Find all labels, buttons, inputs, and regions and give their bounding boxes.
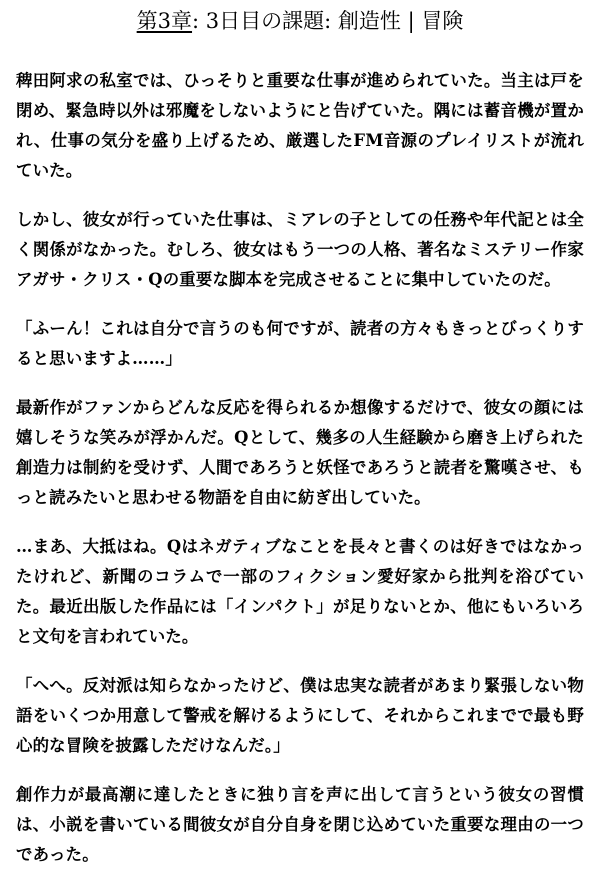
chapter-subtitle: 3日目の課題: 創造性 | 冒険 <box>205 9 464 33</box>
paragraph: 最新作がファンからどんな反応を得られるか想像するだけで、彼女の顔には嬉しそうな笑みが浮かんだ。Qとして、幾多の人生経験から磨き上げられた創造力は制約を受けず、人間であろうと妖怪であろうと読者を驚嘆させ、もっと読みたいと思わせる物語を自由に紡ぎ出していた。 <box>16 398 584 507</box>
chapter-heading <box>0 6 600 36</box>
heading-separator: : <box>192 9 206 33</box>
paragraph: …まあ、大抵はね。Qはネガティブなことを長々と書くのは好きではなかったけれど、新聞のコラムで一部のフィクション愛好家から批判を浴びていた。最近出版した作品には「インパクト」が足りないとか、他にもいろいろと文句を言われていた。 <box>16 537 584 646</box>
paragraph: 創作力が最高潮に達したときに独り言を声に出して言うという彼女の習慣は、小説を書いている間彼女が自分自身を閉じ込めていた重要な理由の一つであった。 <box>16 785 584 864</box>
body-text <box>16 66 584 889</box>
paragraph: 「ふーん！これは自分で言うのも何ですが、読者の方々もきっとびっくりすると思いますよ……」 <box>16 319 584 368</box>
paragraph: 「へへ。反対派は知らなかったけど、僕は忠実な読者があまり緊張しない物語をいくつか用意して警戒を解けるようにして、それからこれまでで最も野心的な冒険を披露しただけなんだ。」 <box>16 676 584 755</box>
chapter-label: 第3章 <box>136 9 193 33</box>
paragraph: しかし、彼女が行っていた仕事は、ミアレの子としての任務や年代記とは全く関係がなかった。むしろ、彼女はもう一つの人格、著名なミステリー作家アガサ・クリス・Qの重要な脚本を完成させることに集中していたのだ。 <box>16 210 584 289</box>
paragraph: 稗田阿求の私室では、ひっそりと重要な仕事が進められていた。当主は戸を閉め、緊急時以外は邪魔をしないようにと告げていた。隅には蓄音機が置かれ、仕事の気分を盛り上げるため、厳選したFM音源のプレイリストが流れていた。 <box>16 71 584 180</box>
